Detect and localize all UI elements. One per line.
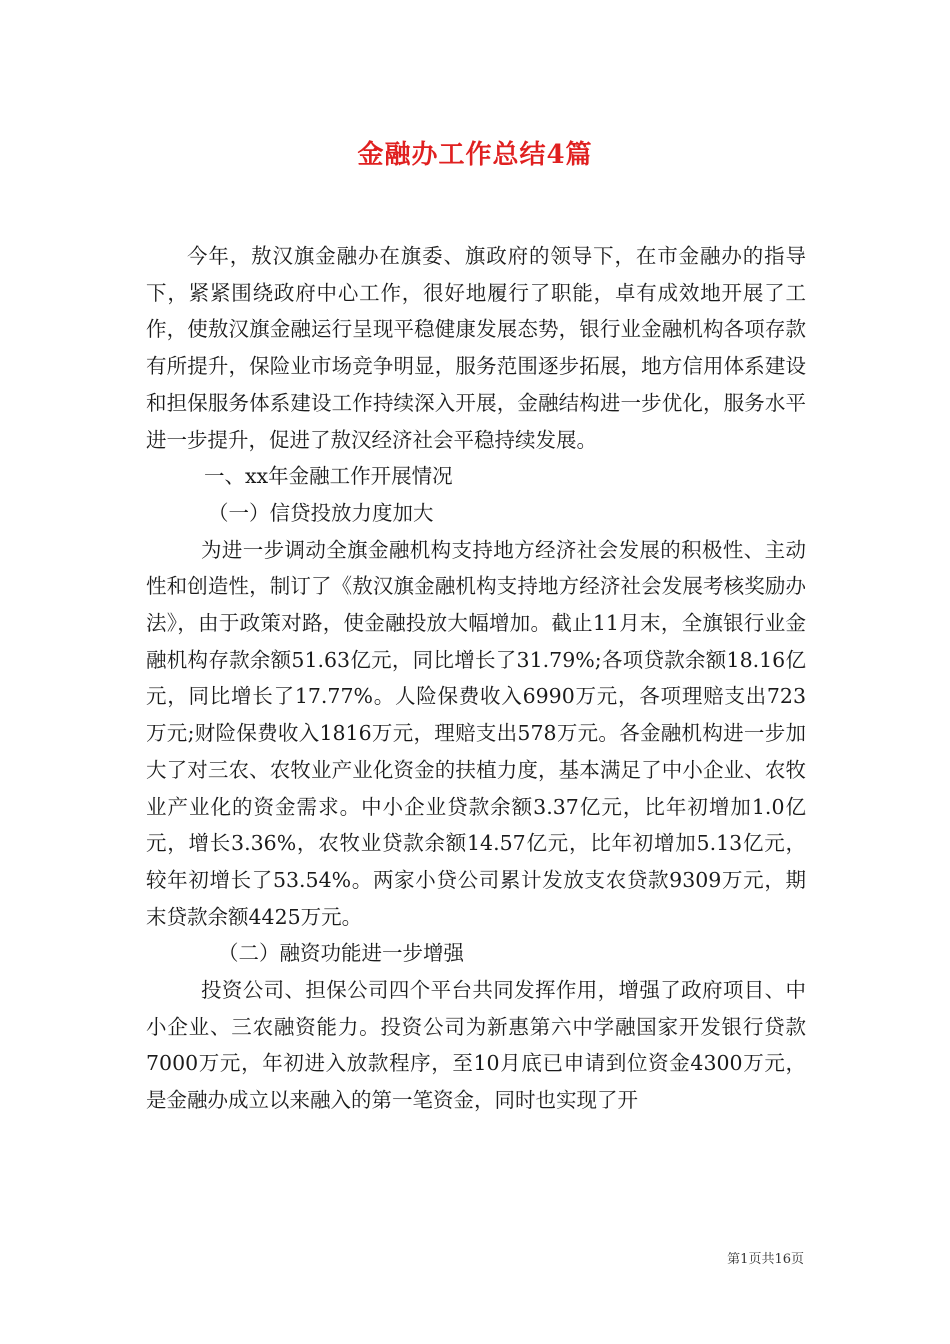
- page-number: 第1页共16页: [727, 1252, 804, 1267]
- section-heading-1: 一、xx年金融工作开展情况: [204, 464, 453, 489]
- subsection-heading-2: （二）融资功能进一步增强: [218, 941, 464, 966]
- document-title: 金融办工作总结4篇: [357, 140, 593, 170]
- intro-paragraph: 今年，敖汉旗金融办在旗委、旗政府的领导下，在市金融办的指导下，紧紧围绕政府中心工作，很好地履行了职能，卓有成效地开展了工作，使敖汉旗金融运行呈现平稳健康发展态势，银行业金融机构各项存款有所提升，保险业市场竞争明显，服务范围逐步拓展，地方信用体系建设和担保服务体系建设工作持续深入开展，金融结构进一步优化，服务水平进一步提升，促进了敖汉经济社会平稳持续发展。: [146, 244, 806, 452]
- document-body: [146, 238, 806, 1119]
- financing-paragraph: 投资公司、担保公司四个平台共同发挥作用，增强了政府项目、中小企业、三农融资能力。投资公司为新惠第六中学融国家开发银行贷款7000万元，年初进入放款程序，至10月底已申请到位资金4300万元，是金融办成立以来融入的第一笔资金，同时也实现了开: [146, 978, 806, 1113]
- subsection-heading-1: （一）信贷投放力度加大: [208, 500, 434, 525]
- credit-paragraph: 为进一步调动全旗金融机构支持地方经济社会发展的积极性、主动性和创造性，制订了《敖汉旗金融机构支持地方经济社会发展考核奖励办法》，由于政策对路，使金融投放大幅增加。截止11月末，全旗银行业金融机构存款余额51.63亿元，同比增长了31.79%;各项贷款余额18.16亿元，同比增长了17.77%。人险保费收入6990万元，各项理赔支出723万元;财险保费收入1816万元，理赔支出578万元。各金融机构进一步加大了对三农、农牧业产业化资金的扶植力度，基本满足了中小企业、农牧业产业化的资金需求。中小企业贷款余额3.37亿元，比年初增加1.0亿元，增长3.36%，农牧业贷款余额14.57亿元，比年初增加5.13亿元，较年初增长了53.54%。两家小贷公司累计发放支农贷款9309万元，期末贷款余额4425万元。: [146, 537, 806, 929]
